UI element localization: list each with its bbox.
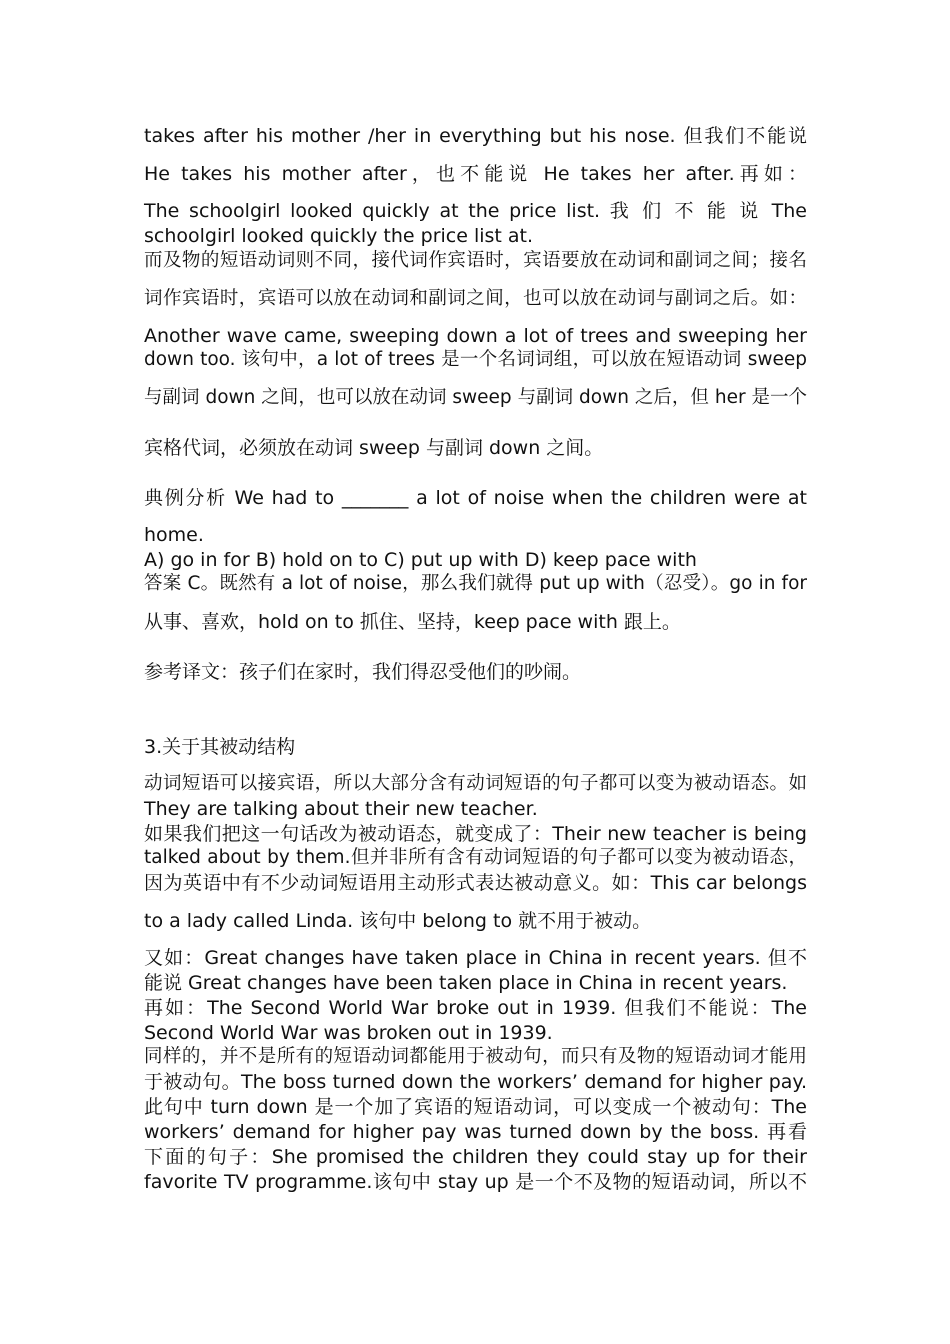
- text-line: 词作宾语时，宾语可以放在动词和副词之间，也可以放在动词与副词之后。如：: [144, 288, 807, 309]
- text-line: home.: [144, 524, 204, 546]
- text-line: 于被动句。The boss turned down the workers’ demand for higher pay.: [144, 1071, 807, 1093]
- text-line: 答案 C。既然有 a lot of noise，那么我们就得 put up with（忍受）。go in for: [144, 573, 807, 594]
- text-line: Another wave came, sweeping down a lot of trees and sweeping her: [144, 325, 807, 347]
- text-line: 动词短语可以接宾语，所以大部分含有动词短语的句子都可以变为被动语态。如: [144, 773, 807, 794]
- text-line: Second World War was broken out in 1939.: [144, 1022, 553, 1044]
- text-line: 同样的，并不是所有的短语动词都能用于被动句，而只有及物的短语动词才能用: [144, 1046, 807, 1067]
- text-line: talked about by them.但并非所有含有动词短语的句子都可以变为被动语态，: [144, 847, 807, 868]
- text-line: 典例分析 We had to _______ a lot of noise when the children were at: [144, 487, 807, 509]
- text-line: 此句中 turn down 是一个加了宾语的短语动词，可以变成一个被动句：The: [144, 1096, 807, 1118]
- text-line: 从事、喜欢，hold on to 抓住、坚持，keep pace with 跟上。: [144, 611, 681, 633]
- text-line: 下面的句子：She promised the children they could stay up for their: [144, 1146, 807, 1168]
- text-line: 又如：Great changes have taken place in China in recent years. 但不: [144, 947, 807, 969]
- section-heading: 3.关于其被动结构: [144, 736, 296, 758]
- text-line: A) go in for B) hold on to C) put up with D) keep pace with: [144, 549, 697, 571]
- text-line: He takes his mother after，也不能说 He takes her after.再如：: [144, 163, 807, 185]
- text-line: to a lady called Linda. 该句中 belong to 就不用于被动。: [144, 910, 652, 932]
- text-line: 如果我们把这一句话改为被动语态，就变成了：Their new teacher is being: [144, 823, 807, 845]
- text-line: 能说 Great changes have been taken place in China in recent years.: [144, 972, 788, 994]
- text-line: 再如：The Second World War broke out in 1939. 但我们不能说：The: [144, 997, 807, 1019]
- text-line: takes after his mother /her in everything but his nose. 但我们不能说: [144, 125, 807, 147]
- text-line: workers’ demand for higher pay was turned down by the boss. 再看: [144, 1121, 807, 1143]
- text-line: 与副词 down 之间，也可以放在动词 sweep 与副词 down 之后，但 her 是一个: [144, 387, 807, 408]
- text-line: 而及物的短语动词则不同，接代词作宾语时，宾语要放在动词和副词之间；接名: [144, 250, 807, 271]
- text-line: The schoolgirl looked quickly at the price list. 我 们 不 能 说 The: [144, 200, 807, 222]
- text-line: schoolgirl looked quickly the price list at.: [144, 225, 534, 247]
- text-line: down too. 该句中，a lot of trees 是一个名词词组，可以放在短语动词 sweep: [144, 349, 807, 370]
- text-line: favorite TV programme.该句中 stay up 是一个不及物的短语动词，所以不: [144, 1171, 807, 1193]
- text-line: 宾格代词，必须放在动词 sweep 与副词 down 之间。: [144, 437, 604, 459]
- text-line: They are talking about their new teacher.: [144, 798, 538, 820]
- text-line: 因为英语中有不少动词短语用主动形式表达被动意义。如：This car belongs: [144, 872, 807, 894]
- text-line: 参考译文：孩子们在家时，我们得忍受他们的吵闹。: [144, 661, 582, 683]
